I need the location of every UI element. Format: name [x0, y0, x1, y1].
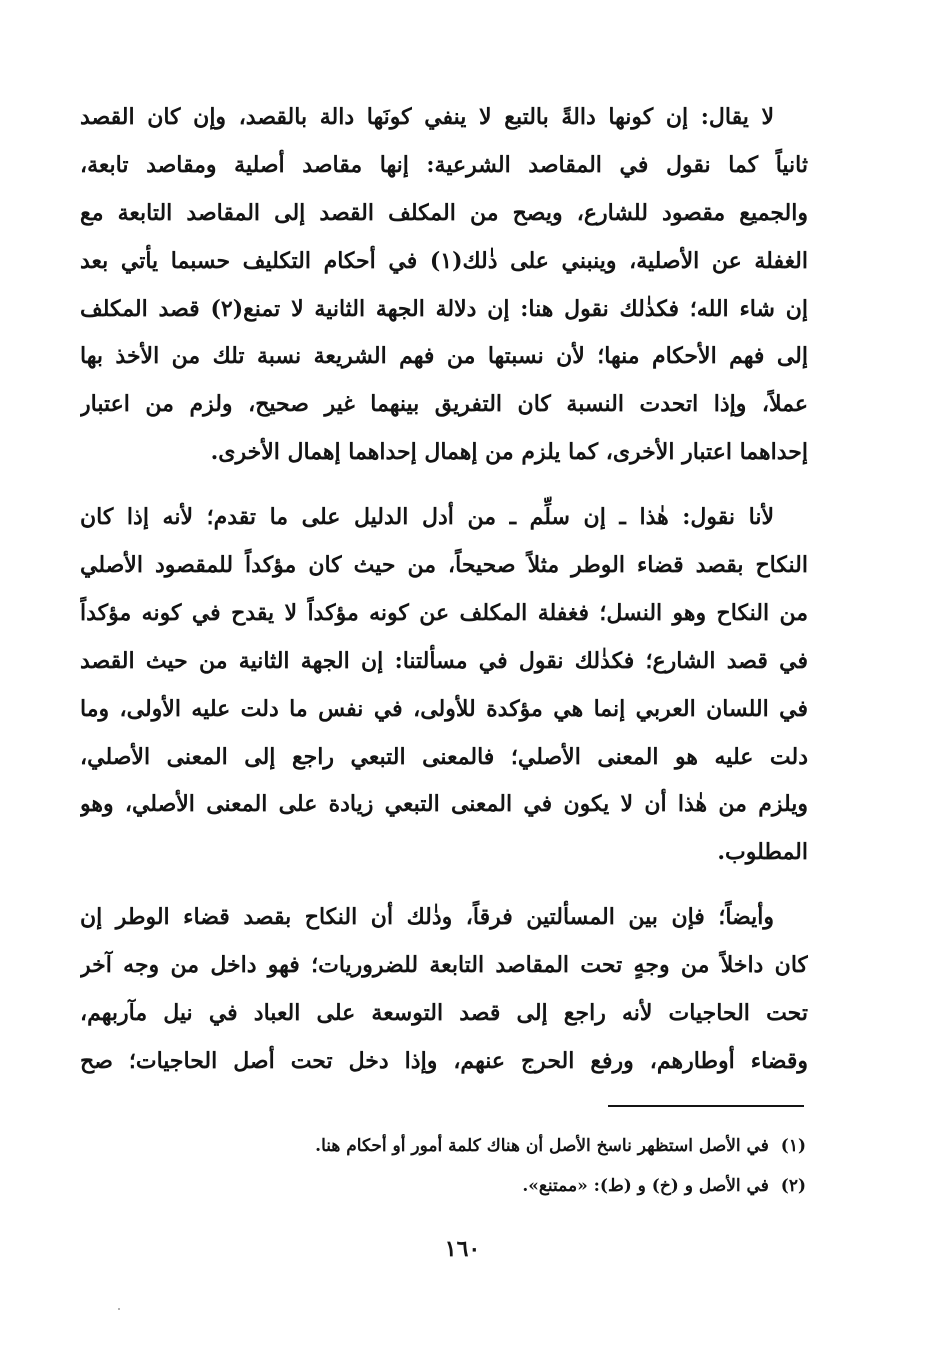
- paragraph-1: [80, 94, 808, 477]
- footnote-text: في الأصل استظهر ناسخ الأصل أن هناك كلمة أمور أو أحكام هنا.: [315, 1136, 769, 1156]
- text-line: والجميع مقصود للشارع، ويصح من المكلف القصد إلى المقاصد التابعة مع: [80, 199, 808, 226]
- text-line: ويلزم من هٰذا أن لا يكون في المعنى التبعي زيادة على المعنى الأصلي، وهو: [80, 791, 808, 818]
- text-line: تحت الحاجيات لأنه راجع إلى قصد التوسعة على العباد في نيل مآربهم،: [80, 1000, 808, 1027]
- paragraph-3: [80, 894, 808, 1086]
- text-line: لأنا نقول: هٰذا ـ إن سلِّم ـ من أدل الدليل على ما تقدم؛ لأنه إذا كان: [80, 504, 774, 531]
- footnote-1: [80, 1126, 806, 1166]
- text-line: المطلوب.: [717, 839, 808, 866]
- footnote-number: (٢): [780, 1176, 806, 1196]
- text-line: إن شاء الله؛ فكذٰلك نقول هنا: إن دلالة الجهة الثانية لا تمنع(٢) قصد المكلف: [80, 295, 808, 322]
- text-line: إحداهما اعتبار الأخرى، كما يلزم من إهمال إحداهما إهمال الأخرى.: [210, 439, 808, 466]
- text-line: إلى فهم الأحكام منها؛ لأن نسبتها من فهم الشريعة نسبة تلك من الأخذ بها: [80, 343, 808, 370]
- paragraph-2: [80, 494, 808, 877]
- footnote-number: (١): [780, 1136, 806, 1156]
- text-line: كان داخلاً من وجهٍ تحت المقاصد التابعة للضروريات؛ فهو داخل من وجه آخر: [80, 952, 808, 979]
- footnote-text: في الأصل و (خ) و (ط): «ممتنع».: [522, 1176, 769, 1196]
- text-line: دلت عليه هو المعنى الأصلي؛ فالمعنى التبعي راجع إلى المعنى الأصلي،: [80, 743, 808, 770]
- text-line: وأيضاً؛ فإن بين المسألتين فرقاً، وذٰلك أن النكاح بقصد قضاء الوطر إن: [80, 904, 774, 931]
- footnote-2: [80, 1166, 806, 1206]
- footnote-divider: [608, 1105, 804, 1107]
- text-line: الغفلة عن الأصلية، وينبني على ذٰلك(١) في أحكام التكليف حسبما يأتي بعد: [80, 247, 808, 274]
- text-line: النكاح بقصد قضاء الوطر مثلاً صحيحاً، من حيث كان مؤكداً للمقصود الأصلي: [80, 552, 808, 579]
- text-line: من النكاح وهو النسل؛ فغفلة المكلف عن كونه مؤكداً لا يقدح في كونه مؤكداً: [80, 599, 808, 626]
- text-line: ثانياً كما نقول في المقاصد الشرعية: إنها مقاصد أصلية ومقاصد تابعة،: [80, 151, 808, 178]
- text-line: في قصد الشارع؛ فكذٰلك نقول في مسألتنا: إن الجهة الثانية من حيث القصد: [80, 647, 808, 674]
- text-line: وقضاء أوطارهم، ورفع الحرج عنهم، وإذا دخل تحت أصل الحاجيات؛ صح: [80, 1047, 808, 1074]
- text-line: في اللسان العربي إنما هي مؤكدة للأولى، في نفس ما دلت عليه الأولى، وما: [80, 695, 808, 722]
- footnotes: [80, 1126, 806, 1206]
- text-line: عملاً، وإذا اتحدت النسبة كان التفريق بينهما غير صحيح، ولزم من اعتبار: [80, 391, 808, 418]
- text-line: لا يقال: إن كونها دالةً بالتبع لا ينفي كونَها دالة بالقصد، وإن كان القصد: [80, 104, 774, 130]
- page-number: ١٦٠: [444, 1236, 481, 1262]
- main-text: [80, 94, 808, 1086]
- scan-speck: [118, 1308, 120, 1310]
